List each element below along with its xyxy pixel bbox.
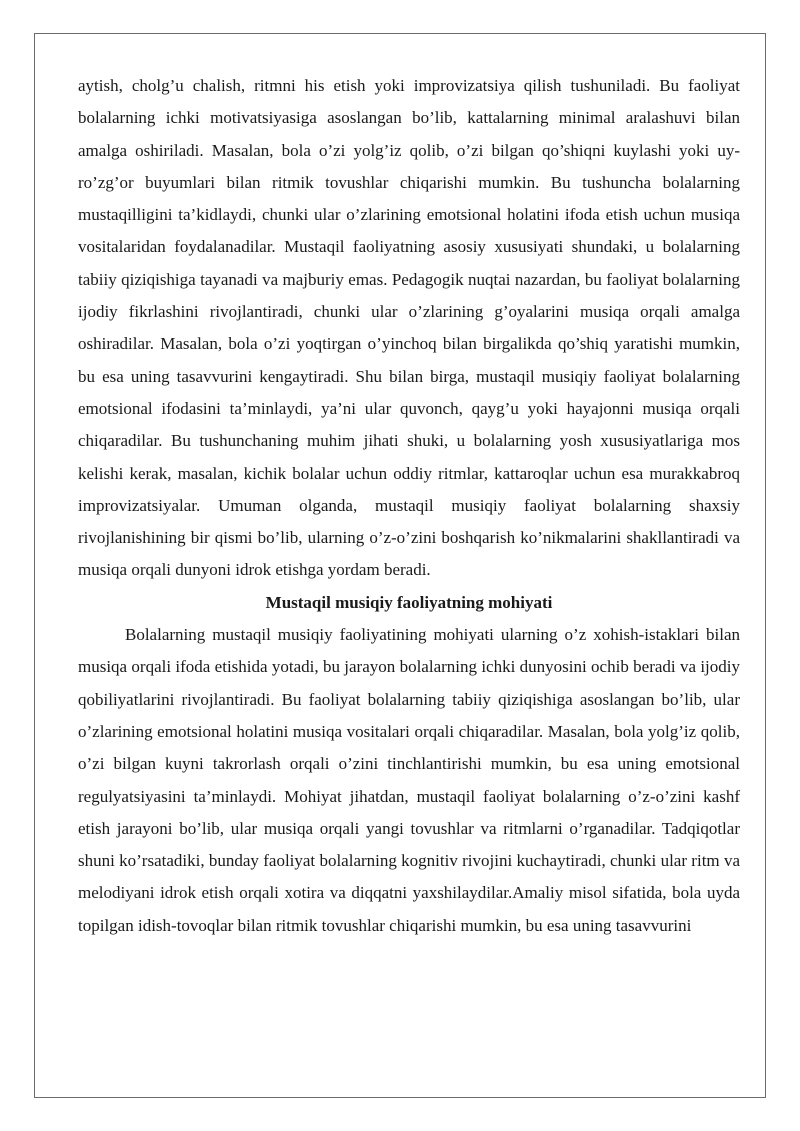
section-heading: Mustaqil musiqiy faoliyatning mohiyati bbox=[265, 592, 553, 612]
body-paragraph: Bolalarning mustaqil musiqiy faoliyatining mohiyati ularning o’z xohish-istaklari bilan musiqa orqali ifoda etishida yotadi, bu jarayon bolalarning ichki dunyosini ochib beradi va ijodiy qobiliyatlarini rivojlantiradi. Bu faoliyat bolalarning tabiiy qiziqishiga asoslangan bo’lib, ular o’zlarining emotsional holatini musiqa vositalari orqali chiqaradilar. Masalan, bola yolg’iz qolib, o’zi bilgan kuyni takrorlash orqali o’zini tinchlantirishi mumkin, bu esa uning emotsional regulyatsiyasini ta’minlaydi. Mohiyat jihatdan, mustaqil faoliyat bolalarning o’z-o’zini kashf etish jarayoni bo’lib, ular musiqa orqali yangi tovushlar va ritmlarni o’rganadilar. Tadqiqotlar shuni ko’rsatadiki, bunday faoliyat bolalarning kognitiv rivojini kuchaytiradi, chunki ular ritm va melodiyani idrok etish orqali xotira va diqqatni yaxshilaydilar.Amaliy misol sifatida, bola uyda topilgan idish-tovoqlar bilan ritmik tovushlar chiqarishi mumkin, bu esa uning tasavvurini bbox=[78, 625, 740, 935]
document-body bbox=[78, 70, 740, 942]
body-paragraph: aytish, cholg’u chalish, ritmni his etish yoki improvizatsiya qilish tushuniladi. Bu faoliyat bolalarning ichki motivatsiyasiga asoslangan bo’lib, kattalarning minimal aralashuvi bilan amalga oshiriladi. Masalan, bola o’zi yolg’iz qolib, o’zi bilgan qo’shiqni kuylashi yoki uy-ro’zg’or buyumlari bilan ritmik tovushlar chiqarishi mumkin. Bu tushuncha bolalarning mustaqilligini ta’kidlaydi, chunki ular o’zlarining emotsional holatini ifoda etish uchun musiqa vositalaridan foydalanadilar. Mustaqil faoliyatning asosiy xususiyati shundaki, u bolalarning tabiiy qiziqishiga tayanadi va majburiy emas. Pedagogik nuqtai nazardan, bu faoliyat bolalarning ijodiy fikrlashini rivojlantiradi, chunki ular o’zlarining g’oyalarini musiqa orqali amalga oshiradilar. Masalan, bola o’zi yoqtirgan o’yinchoq bilan birgalikda qo’shiq yaratishi mumkin, bu esa uning tasavvurini kengaytiradi. Shu bilan birga, mustaqil musiqiy faoliyat bolalarning emotsional ifodasini ta’minlaydi, ya’ni ular quvonch, qayg’u yoki hayajonni musiqa orqali chiqaradilar. Bu tushunchaning muhim jihati shuki, u bolalarning yosh xususiyatlariga mos kelishi kerak, masalan, kichik bolalar uchun oddiy ritmlar, kattaroqlar uchun esa murakkabroq improvizatsiyalar. Umuman olganda, mustaqil musiqiy faoliyat bolalarning shaxsiy rivojlanishining bir qismi bo’lib, ularning o’z-o’zini boshqarish ko’nikmalarini shakllantiradi va musiqa orqali dunyoni idrok etishga yordam beradi. bbox=[78, 76, 740, 580]
